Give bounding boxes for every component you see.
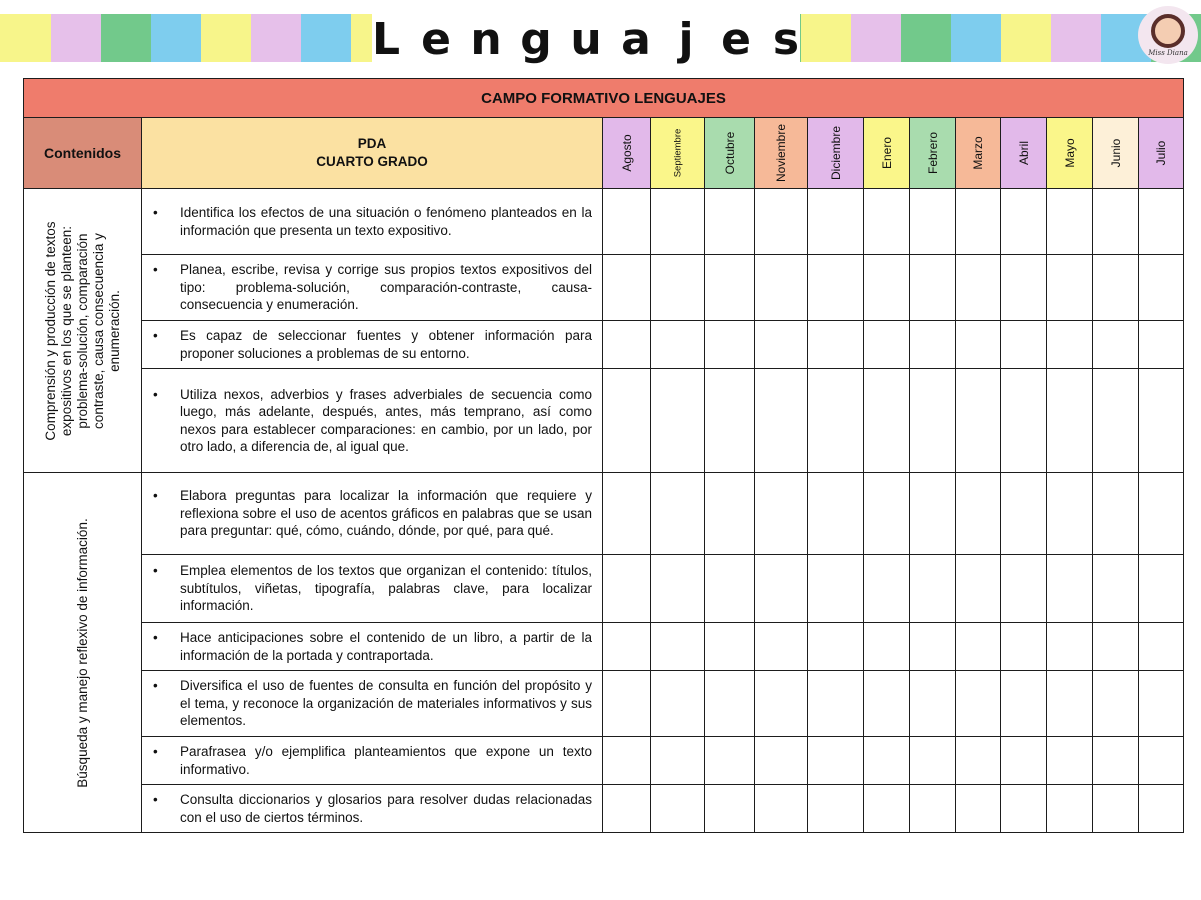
- check-cell-noviembre[interactable]: [755, 671, 808, 737]
- check-cell-abril[interactable]: [1001, 255, 1047, 321]
- month-label: Marzo: [971, 136, 985, 170]
- check-cell-julio[interactable]: [1139, 785, 1184, 833]
- check-cell-noviembre[interactable]: [755, 189, 808, 255]
- table-row: [24, 623, 1184, 671]
- check-cell-octubre[interactable]: [705, 321, 755, 369]
- check-cell-abril[interactable]: [1001, 189, 1047, 255]
- check-cell-diciembre[interactable]: [808, 737, 864, 785]
- check-cell-marzo[interactable]: [956, 255, 1001, 321]
- check-cell-enero[interactable]: [864, 671, 910, 737]
- bullet-icon: •: [153, 563, 158, 579]
- check-cell-abril[interactable]: [1001, 785, 1047, 833]
- banner-square: [851, 14, 901, 62]
- contenido-cell: [24, 473, 142, 833]
- check-cell-julio[interactable]: [1139, 189, 1184, 255]
- check-cell-abril[interactable]: [1001, 555, 1047, 623]
- pda-text: Elabora preguntas para localizar la información que requiere y reflexiona sobre el uso de acentos gráficos en palabras que se usan para preguntar: qué, cómo, cuándo, dónde, por qué, para qué.: [180, 488, 592, 539]
- author-avatar: [1138, 6, 1198, 64]
- check-cell-diciembre[interactable]: [808, 671, 864, 737]
- check-cell-agosto[interactable]: [603, 737, 651, 785]
- check-cell-mayo[interactable]: [1047, 737, 1093, 785]
- check-cell-marzo[interactable]: [956, 555, 1001, 623]
- avatar-face-icon: [1151, 14, 1185, 48]
- contenido-text: Comprensión y producción de textos expositivos en los que se planteen: problema-solución, comparación contraste, causa consecuencia y enumeración.: [42, 220, 122, 441]
- check-cell-mayo[interactable]: [1047, 555, 1093, 623]
- bullet-icon: •: [153, 488, 158, 504]
- check-cell-mayo[interactable]: [1047, 671, 1093, 737]
- check-cell-julio[interactable]: [1139, 555, 1184, 623]
- title-letter: e: [721, 13, 751, 65]
- check-cell-enero[interactable]: [864, 737, 910, 785]
- banner-square: [51, 14, 101, 62]
- check-cell-febrero[interactable]: [910, 785, 956, 833]
- check-cell-octubre[interactable]: [705, 785, 755, 833]
- pda-cell: [142, 555, 603, 623]
- check-cell-noviembre[interactable]: [755, 321, 808, 369]
- check-cell-enero[interactable]: [864, 623, 910, 671]
- check-cell-marzo[interactable]: [956, 189, 1001, 255]
- month-label: Octubre: [722, 131, 737, 175]
- check-cell-junio[interactable]: [1093, 321, 1139, 369]
- check-cell-octubre[interactable]: [705, 369, 755, 473]
- check-cell-junio[interactable]: [1093, 555, 1139, 623]
- check-cell-febrero[interactable]: [910, 671, 956, 737]
- banner-square: [1051, 14, 1101, 62]
- contenido-cell: [24, 189, 142, 473]
- check-cell-octubre[interactable]: [705, 255, 755, 321]
- title-letter: n: [470, 13, 502, 65]
- month-header-agosto: [603, 118, 651, 189]
- check-cell-noviembre[interactable]: [755, 369, 808, 473]
- check-cell-diciembre[interactable]: [808, 785, 864, 833]
- check-cell-diciembre[interactable]: [808, 321, 864, 369]
- table-row: [24, 785, 1184, 833]
- check-cell-junio[interactable]: [1093, 189, 1139, 255]
- contenido-text: Búsqueda y manejo reflexivo de información.: [74, 517, 90, 788]
- check-cell-febrero[interactable]: [910, 369, 956, 473]
- check-cell-septiembre[interactable]: [651, 189, 705, 255]
- check-cell-julio[interactable]: [1139, 255, 1184, 321]
- check-cell-enero[interactable]: [864, 555, 910, 623]
- title-letter: u: [570, 13, 602, 65]
- check-cell-marzo[interactable]: [956, 473, 1001, 555]
- check-cell-febrero[interactable]: [910, 555, 956, 623]
- check-cell-agosto[interactable]: [603, 623, 651, 671]
- month-label: Febrero: [925, 131, 940, 175]
- bullet-icon: •: [153, 262, 158, 278]
- banner-square: [901, 14, 952, 62]
- check-cell-mayo[interactable]: [1047, 473, 1093, 555]
- check-cell-septiembre[interactable]: [651, 737, 705, 785]
- pda-cell: [142, 321, 603, 369]
- check-cell-octubre[interactable]: [705, 671, 755, 737]
- check-cell-marzo[interactable]: [956, 321, 1001, 369]
- bullet-icon: •: [153, 205, 158, 220]
- check-cell-abril[interactable]: [1001, 473, 1047, 555]
- bullet-icon: •: [153, 328, 158, 343]
- check-cell-abril[interactable]: [1001, 623, 1047, 671]
- month-header-septiembre: [651, 118, 705, 189]
- check-cell-febrero[interactable]: [910, 473, 956, 555]
- table-row: [24, 473, 1184, 555]
- author-signature: Miss Diana: [1148, 48, 1188, 57]
- check-cell-agosto[interactable]: [603, 255, 651, 321]
- pda-text: Emplea elementos de los textos que organizan el contenido: títulos, subtítulos, viñetas, tipografía, palabras clave, para localizar información.: [180, 563, 592, 614]
- check-cell-septiembre[interactable]: [651, 473, 705, 555]
- check-cell-septiembre[interactable]: [651, 671, 705, 737]
- check-cell-septiembre[interactable]: [651, 369, 705, 473]
- title-letter: L: [371, 13, 401, 65]
- month-label: Junio: [1108, 138, 1123, 168]
- check-cell-noviembre[interactable]: [755, 623, 808, 671]
- pda-cell: [142, 255, 603, 321]
- check-cell-junio[interactable]: [1093, 369, 1139, 473]
- check-cell-mayo[interactable]: [1047, 623, 1093, 671]
- month-header-marzo: [956, 118, 1001, 189]
- check-cell-abril[interactable]: [1001, 737, 1047, 785]
- pda-text: Utiliza nexos, adverbios y frases adverbiales de secuencia como luego, más adelante, después, antes, más temprano, así como nexos para establecer comparaciones: en cambio, por un lado, por otro lado, a diferencia de, al igual que.: [180, 386, 592, 454]
- bullet-icon: •: [153, 630, 158, 645]
- table-row: [24, 321, 1184, 369]
- banner-square: [301, 14, 352, 62]
- month-label: Enero: [879, 136, 894, 170]
- check-cell-octubre[interactable]: [705, 473, 755, 555]
- month-header-febrero: [910, 118, 956, 189]
- check-cell-marzo[interactable]: [956, 737, 1001, 785]
- check-cell-mayo[interactable]: [1047, 785, 1093, 833]
- pda-text: Diversifica el uso de fuentes de consulta en función del propósito y el tema, y reconoce la organización de materiales informativos y sus elementos.: [180, 678, 592, 729]
- pda-text: Parafrasea y/o ejemplifica planteamientos que expone un texto informativo.: [180, 744, 592, 777]
- pda-text: Consulta diccionarios y glosarios para resolver dudas relacionadas con el uso de ciertos términos.: [180, 792, 592, 825]
- bullet-icon: •: [153, 678, 158, 694]
- month-label: Septiembre: [672, 128, 683, 178]
- check-cell-junio[interactable]: [1093, 671, 1139, 737]
- check-cell-enero[interactable]: [864, 321, 910, 369]
- check-cell-noviembre[interactable]: [755, 737, 808, 785]
- check-cell-mayo[interactable]: [1047, 255, 1093, 321]
- campo-formativo-title: CAMPO FORMATIVO LENGUAJES: [24, 79, 1184, 118]
- check-cell-agosto[interactable]: [603, 369, 651, 473]
- banner-square: [0, 14, 51, 62]
- page-title: [372, 12, 800, 66]
- check-cell-junio[interactable]: [1093, 737, 1139, 785]
- table-row: [24, 737, 1184, 785]
- check-cell-octubre[interactable]: [705, 737, 755, 785]
- pda-cell: [142, 785, 603, 833]
- check-cell-julio[interactable]: [1139, 737, 1184, 785]
- check-cell-noviembre[interactable]: [755, 785, 808, 833]
- check-cell-diciembre[interactable]: [808, 189, 864, 255]
- check-cell-julio[interactable]: [1139, 321, 1184, 369]
- month-header-abril: [1001, 118, 1047, 189]
- pda-header-grade: CUARTO GRADO: [316, 154, 428, 169]
- check-cell-enero[interactable]: [864, 255, 910, 321]
- check-cell-marzo[interactable]: [956, 785, 1001, 833]
- check-cell-noviembre[interactable]: [755, 473, 808, 555]
- table-row: [24, 671, 1184, 737]
- check-cell-agosto[interactable]: [603, 555, 651, 623]
- pda-cell: [142, 623, 603, 671]
- bullet-icon: •: [153, 386, 158, 402]
- check-cell-septiembre[interactable]: [651, 785, 705, 833]
- banner-square: [151, 14, 201, 62]
- month-label: Agosto: [619, 134, 634, 172]
- table-row: [24, 255, 1184, 321]
- pda-cell: [142, 473, 603, 555]
- pda-cell: [142, 737, 603, 785]
- pda-header: [142, 118, 603, 189]
- banner-square: [201, 14, 252, 62]
- check-cell-octubre[interactable]: [705, 555, 755, 623]
- check-cell-octubre[interactable]: [705, 189, 755, 255]
- check-cell-noviembre[interactable]: [755, 555, 808, 623]
- check-cell-abril[interactable]: [1001, 671, 1047, 737]
- pda-text: Es capaz de seleccionar fuentes y obtener información para proponer soluciones a problemas de su entorno.: [180, 328, 592, 361]
- title-letter: e: [421, 13, 451, 65]
- month-label: Julio: [1154, 140, 1168, 166]
- month-label: Abril: [1016, 140, 1031, 166]
- banner-square: [101, 14, 152, 62]
- check-cell-diciembre[interactable]: [808, 623, 864, 671]
- check-cell-abril[interactable]: [1001, 321, 1047, 369]
- check-cell-enero[interactable]: [864, 785, 910, 833]
- check-cell-septiembre[interactable]: [651, 321, 705, 369]
- month-label: Diciembre: [828, 125, 843, 181]
- check-cell-febrero[interactable]: [910, 255, 956, 321]
- banner-square: [251, 14, 301, 62]
- check-cell-agosto[interactable]: [603, 671, 651, 737]
- table-row: [24, 189, 1184, 255]
- check-cell-febrero[interactable]: [910, 623, 956, 671]
- check-cell-enero[interactable]: [864, 189, 910, 255]
- check-cell-febrero[interactable]: [910, 321, 956, 369]
- check-cell-julio[interactable]: [1139, 473, 1184, 555]
- check-cell-julio[interactable]: [1139, 623, 1184, 671]
- check-cell-febrero[interactable]: [910, 189, 956, 255]
- check-cell-junio[interactable]: [1093, 785, 1139, 833]
- check-cell-agosto[interactable]: [603, 189, 651, 255]
- month-label: Noviembre: [774, 123, 788, 183]
- check-cell-agosto[interactable]: [603, 785, 651, 833]
- month-label: Mayo: [1062, 138, 1077, 168]
- month-header-julio: [1139, 118, 1184, 189]
- planning-table: [23, 78, 1184, 833]
- check-cell-septiembre[interactable]: [651, 255, 705, 321]
- pda-header-label: PDA: [357, 136, 387, 151]
- check-cell-marzo[interactable]: [956, 369, 1001, 473]
- contenidos-header: Contenidos: [24, 118, 142, 189]
- title-letter: g: [520, 13, 552, 65]
- pda-cell: [142, 671, 603, 737]
- check-cell-enero[interactable]: [864, 369, 910, 473]
- check-cell-octubre[interactable]: [705, 623, 755, 671]
- pda-text: Hace anticipaciones sobre el contenido de un libro, a partir de la información de la portada y contraportada.: [180, 630, 592, 663]
- check-cell-agosto[interactable]: [603, 473, 651, 555]
- check-cell-enero[interactable]: [864, 473, 910, 555]
- check-cell-septiembre[interactable]: [651, 623, 705, 671]
- check-cell-diciembre[interactable]: [808, 369, 864, 473]
- check-cell-diciembre[interactable]: [808, 555, 864, 623]
- month-header-junio: [1093, 118, 1139, 189]
- check-cell-septiembre[interactable]: [651, 555, 705, 623]
- check-cell-mayo[interactable]: [1047, 189, 1093, 255]
- check-cell-febrero[interactable]: [910, 737, 956, 785]
- banner-square: [1001, 14, 1052, 62]
- title-letter: j: [678, 13, 694, 65]
- banner-square: [951, 14, 1001, 62]
- check-cell-agosto[interactable]: [603, 321, 651, 369]
- check-cell-junio[interactable]: [1093, 255, 1139, 321]
- pda-cell: [142, 189, 603, 255]
- pda-text: Identifica los efectos de una situación o fenómeno planteados en la información que presenta un texto expositivo.: [180, 205, 592, 238]
- check-cell-diciembre[interactable]: [808, 255, 864, 321]
- check-cell-julio[interactable]: [1139, 369, 1184, 473]
- check-cell-julio[interactable]: [1139, 671, 1184, 737]
- check-cell-mayo[interactable]: [1047, 369, 1093, 473]
- bullet-icon: •: [153, 744, 158, 759]
- title-letter: a: [621, 13, 651, 65]
- month-header-noviembre: [755, 118, 808, 189]
- pda-cell: [142, 369, 603, 473]
- pda-text: Planea, escribe, revisa y corrige sus propios textos expositivos del tipo: problema-solución, comparación-contraste, causa-consecuencia y enumeración.: [180, 262, 592, 313]
- check-cell-marzo[interactable]: [956, 623, 1001, 671]
- table-row: [24, 369, 1184, 473]
- check-cell-mayo[interactable]: [1047, 321, 1093, 369]
- title-letter: s: [772, 13, 800, 65]
- month-header-diciembre: [808, 118, 864, 189]
- month-header-octubre: [705, 118, 755, 189]
- bullet-icon: •: [153, 792, 158, 807]
- check-cell-junio[interactable]: [1093, 473, 1139, 555]
- table-row: [24, 555, 1184, 623]
- check-cell-junio[interactable]: [1093, 623, 1139, 671]
- check-cell-abril[interactable]: [1001, 369, 1047, 473]
- month-header-enero: [864, 118, 910, 189]
- check-cell-marzo[interactable]: [956, 671, 1001, 737]
- check-cell-diciembre[interactable]: [808, 473, 864, 555]
- month-header-mayo: [1047, 118, 1093, 189]
- check-cell-noviembre[interactable]: [755, 255, 808, 321]
